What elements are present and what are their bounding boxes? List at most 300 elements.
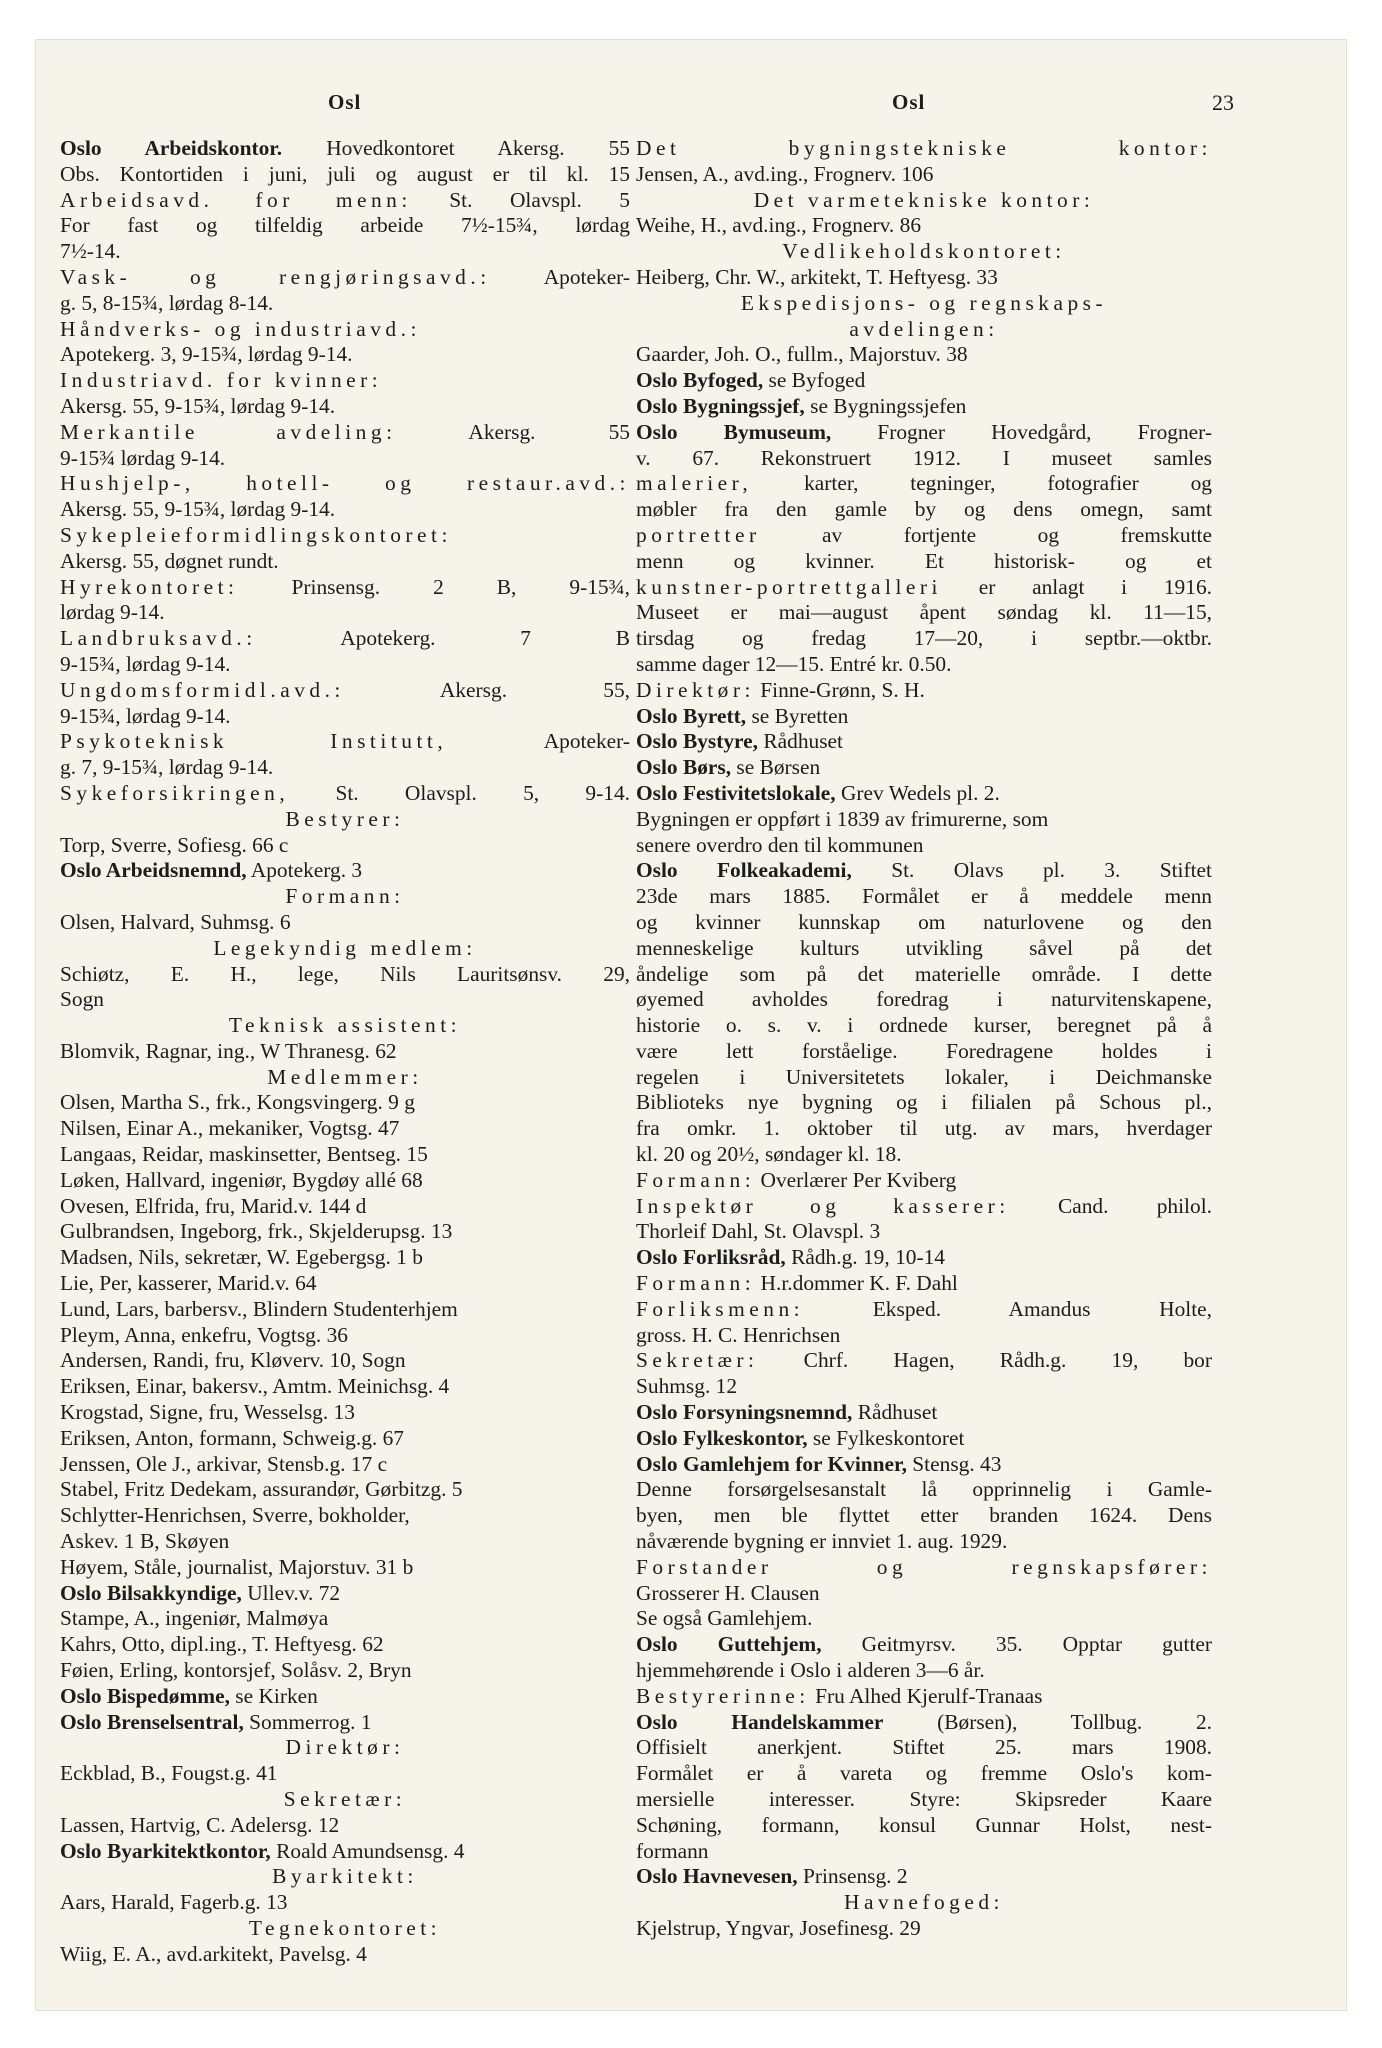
text-line <box>636 394 1212 420</box>
spaced-label: Teknisk assistent: <box>228 1013 462 1038</box>
text-line <box>636 962 1212 988</box>
line-text: Rådhuset <box>758 729 843 754</box>
text-line <box>636 652 1212 678</box>
text-line <box>636 807 1212 833</box>
line-text: Thorleif Dahl, St. Olavspl. 3 <box>636 1219 881 1244</box>
line-text: Weihe, H., avd.ing., Frognerv. 86 <box>636 213 922 238</box>
entry-heading: Oslo Arbeidsnemnd, <box>60 858 247 883</box>
line-text: Torp, Sverre, Sofiesg. 66 c <box>60 832 289 857</box>
line-text: Krogstad, Signe, fru, Wesselsg. 13 <box>60 1400 355 1425</box>
spaced-label: kunstner-portrettgalleri <box>636 574 942 599</box>
text-line <box>60 523 630 549</box>
text-line <box>60 1555 630 1581</box>
text-line <box>60 1142 630 1168</box>
spaced-label: Vedlikeholdskontoret: <box>782 239 1066 264</box>
text-line <box>636 1065 1212 1091</box>
line-text: se Fylkeskontoret <box>807 1425 965 1450</box>
spaced-label: Ungdomsformidl.avd.: <box>60 677 345 702</box>
line-text: Heiberg, Chr. W., arkitekt, T. Heftyesg. 33 <box>636 264 998 289</box>
spaced-label: Formann: <box>285 884 405 909</box>
line-text: øyemed avholdes foredrag i naturvitenskapene, <box>636 987 1212 1012</box>
text-line <box>60 1452 630 1478</box>
line-text: Eriksen, Einar, bakersv., Amtm. Meinichsg. 4 <box>60 1374 450 1399</box>
text-line <box>60 1864 630 1890</box>
spaced-label: Landbruksavd.: <box>60 626 257 651</box>
text-line <box>636 1503 1212 1529</box>
line-text: Askev. 1 B, Skøyen <box>60 1529 230 1554</box>
text-line <box>636 1787 1212 1813</box>
line-text: Ovesen, Elfrida, fru, Marid.v. 144 d <box>60 1193 367 1218</box>
line-text: 23de mars 1885. Formålet er å meddele menn <box>636 884 1212 909</box>
text-line <box>636 239 1212 265</box>
text-line <box>636 884 1212 910</box>
entry-heading: Oslo Bymuseum, <box>636 419 832 444</box>
line-text: St. Olavspl. 5 <box>411 187 630 212</box>
line-text: Ullev.v. 72 <box>241 1580 341 1605</box>
line-text: Aars, Harald, Fagerb.g. 13 <box>60 1890 288 1915</box>
text-line <box>636 1090 1212 1116</box>
text-line <box>636 1219 1212 1245</box>
text-line <box>636 1864 1212 1890</box>
text-line <box>60 1529 630 1555</box>
text-line <box>60 1761 630 1787</box>
line-text: Roald Amundsensg. 4 <box>270 1838 465 1863</box>
text-line <box>636 729 1212 755</box>
entry-heading: Oslo Byarkitektkontor, <box>60 1838 271 1863</box>
spaced-label: Vask- og rengjøringsavd.: <box>60 264 491 289</box>
line-text: byen, men ble flyttet etter branden 1624. Dens <box>636 1503 1212 1528</box>
entry-heading: Oslo Gamlehjem for Kvinner, <box>636 1451 907 1476</box>
spaced-label: Forstander og regnskapsfører: <box>636 1554 1212 1579</box>
text-line <box>60 987 630 1013</box>
text-line <box>60 239 630 265</box>
spaced-label: Formann: <box>636 1271 756 1296</box>
text-line <box>60 1658 630 1684</box>
text-line <box>60 1013 630 1039</box>
text-line <box>60 1194 630 1220</box>
line-text: Jensen, A., avd.ing., Frognerv. 106 <box>636 161 934 186</box>
text-line <box>60 936 630 962</box>
text-line <box>60 1632 630 1658</box>
line-text: se Børsen <box>731 755 821 780</box>
line-text: er anlagt i 1916. <box>941 574 1212 599</box>
entry-heading: Oslo Forliksråd, <box>636 1245 786 1270</box>
line-text: g. 7, 9-15¾, lørdag 9-14. <box>60 755 274 780</box>
text-line <box>636 1116 1212 1142</box>
text-line <box>60 1942 630 1968</box>
line-text: Overlærer Per Kviberg <box>755 1167 957 1192</box>
spaced-label: portretter <box>636 522 761 547</box>
text-line <box>636 833 1212 859</box>
line-text: hjemmehørende i Oslo i alderen 3—6 år. <box>636 1658 985 1683</box>
spaced-label: Sykeforsikringen, <box>60 780 290 805</box>
line-text: Offisielt anerkjent. Stiftet 25. mars 1908. <box>636 1735 1212 1760</box>
line-text: av fortjente og fremskutte <box>760 522 1212 547</box>
text-line <box>636 368 1212 394</box>
spaced-label: Bestyrerinne: <box>636 1683 810 1708</box>
text-line <box>60 1219 630 1245</box>
line-text: Madsen, Nils, sekretær, W. Egebergsg. 1 b <box>60 1245 423 1270</box>
running-header-left: Osl <box>328 90 362 114</box>
text-line <box>636 1245 1212 1271</box>
entry-heading: Oslo Byfoged, <box>636 368 764 393</box>
text-line <box>636 1555 1212 1581</box>
line-text: Akersg. 55, <box>344 677 630 702</box>
text-line <box>636 1271 1212 1297</box>
text-line <box>60 600 630 626</box>
line-text: Høyem, Ståle, journalist, Majorstuv. 31 b <box>60 1554 414 1579</box>
line-text: Akersg. 55, døgnet rundt. <box>60 548 279 573</box>
spaced-label: Merkantile avdeling: <box>60 419 397 444</box>
text-line <box>636 1813 1212 1839</box>
line-text: 9-15¾, lørdag 9-14. <box>60 651 231 676</box>
text-line <box>60 1039 630 1065</box>
spaced-label: Psykoteknisk Institutt, <box>60 729 448 754</box>
entry-heading: Oslo Børs, <box>636 755 732 780</box>
text-line <box>636 1323 1212 1349</box>
line-text: Schlytter-Henrichsen, Sverre, bokholder, <box>60 1503 410 1528</box>
spaced-label: Arbeidsavd. for menn: <box>60 187 412 212</box>
text-line <box>60 342 630 368</box>
line-text: Akersg. 55, 9-15¾, lørdag 9-14. <box>60 497 336 522</box>
text-line <box>60 368 630 394</box>
spaced-label: Sekretær: <box>636 1348 759 1373</box>
line-text: 7½-14. <box>60 239 121 264</box>
spaced-label: Forliksmenn: <box>636 1296 805 1321</box>
text-line <box>636 1761 1212 1787</box>
line-text: Apoteker- <box>490 264 630 289</box>
text-line <box>636 1632 1212 1658</box>
line-text: Stensg. 43 <box>906 1451 1002 1476</box>
line-text: Apotekerg. 3, 9-15¾, lørdag 9-14. <box>60 342 353 367</box>
line-text: Blomvik, Ragnar, ing., W Thranesg. 62 <box>60 1038 397 1063</box>
text-line <box>636 1348 1212 1374</box>
text-line <box>60 833 630 859</box>
text-line <box>60 1916 630 1942</box>
text-line <box>60 1813 630 1839</box>
text-line <box>60 678 630 704</box>
text-line <box>636 1710 1212 1736</box>
text-line <box>636 291 1212 317</box>
line-text: Olsen, Martha S., frk., Kongsvingerg. 9 g <box>60 1090 415 1115</box>
line-text: Apoteker- <box>447 729 630 754</box>
line-text: g. 5, 8-15¾, lørdag 8-14. <box>60 290 274 315</box>
text-line <box>636 446 1212 472</box>
spaced-label: Medlemmer: <box>267 1064 423 1089</box>
line-text: Hovedkontoret Akersg. 55 <box>282 136 630 160</box>
text-line <box>60 549 630 575</box>
line-text: Akersg. 55 <box>396 419 630 444</box>
line-text: menn og kvinner. Et historisk- og et <box>636 548 1212 573</box>
line-text: St. Olavspl. 5, 9-14. <box>289 780 630 805</box>
text-line <box>636 755 1212 781</box>
text-line <box>636 497 1212 523</box>
text-line <box>636 1684 1212 1710</box>
line-text: For fast og tilfeldig arbeide 7½-15¾, lørdag <box>60 213 630 238</box>
text-line <box>60 1684 630 1710</box>
text-line <box>60 1168 630 1194</box>
line-text: 9-15¾ lørdag 9-14. <box>60 445 226 470</box>
line-text: regelen i Universitetets lokaler, i Deichmanske <box>636 1064 1212 1089</box>
line-text: Lund, Lars, barbersv., Blindern Studenterhjem <box>60 1296 458 1321</box>
text-line <box>636 136 1212 162</box>
spaced-label: Håndverks- og industriavd.: <box>60 316 421 341</box>
line-text: H.r.dommer K. F. Dahl <box>755 1271 958 1296</box>
line-text: Stampe, A., ingeniør, Malmøya <box>60 1606 329 1631</box>
text-line <box>636 678 1212 704</box>
line-text: Lie, Per, kasserer, Marid.v. 64 <box>60 1271 317 1296</box>
text-line <box>60 704 630 730</box>
line-text: se Kirken <box>229 1683 318 1708</box>
entry-heading: Oslo Bispedømme, <box>60 1683 230 1708</box>
text-line <box>60 446 630 472</box>
text-line <box>60 162 630 188</box>
line-text: gross. H. C. Henrichsen <box>636 1322 841 1347</box>
text-line <box>636 1581 1212 1607</box>
text-line <box>636 549 1212 575</box>
text-line <box>60 1400 630 1426</box>
text-line <box>636 1194 1212 1220</box>
line-text: Akersg. 55, 9-15¾, lørdag 9-14. <box>60 393 336 418</box>
text-line <box>60 626 630 652</box>
text-line <box>60 1503 630 1529</box>
text-line <box>636 1529 1212 1555</box>
text-line <box>60 1890 630 1916</box>
line-text: Apotekerg. 7 B <box>256 626 630 651</box>
line-text: Schøning, formann, konsul Gunnar Holst, nest- <box>636 1812 1212 1837</box>
spaced-label: Bestyrer: <box>285 806 405 831</box>
line-text: se Byfoged <box>763 368 866 393</box>
text-line <box>636 626 1212 652</box>
spaced-label: Ekspedisjons- og regnskaps- <box>740 290 1108 315</box>
line-text: møbler fra den gamle by og dens omegn, samt <box>636 497 1212 522</box>
text-line <box>636 1297 1212 1323</box>
line-text: menneskelige kulturs utvikling såvel på det <box>636 935 1212 960</box>
text-line <box>636 317 1212 343</box>
line-text: Nilsen, Einar A., mekaniker, Vogtsg. 47 <box>60 1116 400 1141</box>
line-text: Løken, Hallvard, ingeniør, Bygdøy allé 68 <box>60 1167 423 1192</box>
spaced-label: malerier, <box>636 471 753 496</box>
line-text: Stabel, Fritz Dedekam, assurandør, Gørbitzg. 5 <box>60 1477 463 1502</box>
spaced-label: avdelingen: <box>849 316 999 341</box>
entry-heading: Oslo Fylkeskontor, <box>636 1425 808 1450</box>
line-text: formann <box>636 1838 709 1863</box>
text-line <box>60 962 630 988</box>
line-text: Sogn <box>60 987 104 1012</box>
line-text: tirsdag og fredag 17—20, i septbr.—oktbr. <box>636 626 1212 651</box>
line-text: Museet er mai—august åpent søndag kl. 11—15, <box>636 600 1212 625</box>
line-text: mersielle interesser. Styre: Skipsreder Kaare <box>636 1787 1212 1811</box>
text-line <box>636 1452 1212 1478</box>
entry-heading: Oslo Bilsakkyndige, <box>60 1580 242 1605</box>
page-number: 23 <box>1212 90 1234 115</box>
entry-heading: Oslo Festivitetslokale, <box>636 780 836 805</box>
text-line <box>60 910 630 936</box>
text-line <box>636 1735 1212 1761</box>
line-text: Olsen, Halvard, Suhmsg. 6 <box>60 909 291 934</box>
text-line <box>60 1581 630 1607</box>
line-text: Sommerrog. 1 <box>243 1709 372 1734</box>
entry-heading: Oslo Arbeidskontor. <box>60 136 283 160</box>
entry-heading: Oslo Byrett, <box>636 703 747 728</box>
running-header-right: Osl <box>892 90 926 114</box>
line-text: se Byretten <box>746 703 849 728</box>
text-line <box>60 265 630 291</box>
line-text: være lett forståelige. Foredragene holdes i <box>636 1038 1212 1063</box>
text-line <box>60 1735 630 1761</box>
left-column <box>60 136 630 1968</box>
text-line <box>60 1839 630 1865</box>
text-line <box>60 1477 630 1503</box>
line-text: Suhmsg. 12 <box>636 1374 738 1399</box>
text-line <box>636 1400 1212 1426</box>
text-line <box>636 265 1212 291</box>
text-line <box>60 188 630 214</box>
spaced-label: Direktør: <box>285 1735 405 1760</box>
text-line <box>636 420 1212 446</box>
spaced-label: Havnefoged: <box>844 1890 1004 1915</box>
text-line <box>636 936 1212 962</box>
line-text: Bygningen er oppført i 1839 av frimurerne, som <box>636 806 1049 831</box>
spaced-label: Formann: <box>636 1167 756 1192</box>
line-text: (Børsen), Tollbug. 2. <box>883 1709 1212 1734</box>
text-line <box>636 1890 1212 1916</box>
line-text: Pleym, Anna, enkefru, Vogtsg. 36 <box>60 1322 348 1347</box>
spaced-label: Tegnekontoret: <box>248 1915 442 1940</box>
text-line <box>636 1916 1212 1942</box>
text-line <box>60 755 630 781</box>
text-line <box>60 1426 630 1452</box>
text-line <box>636 342 1212 368</box>
line-text: Grev Wedels pl. 2. <box>835 780 1000 805</box>
line-text: Frogner Hovedgård, Frogner- <box>831 419 1212 444</box>
line-text: se Bygningssjefen <box>804 393 967 418</box>
text-line <box>636 575 1212 601</box>
text-line <box>636 1168 1212 1194</box>
line-text: kl. 20 og 20½, søndager kl. 18. <box>636 1142 902 1167</box>
text-line <box>636 162 1212 188</box>
text-line <box>60 1374 630 1400</box>
line-text: Wiig, E. A., avd.arkitekt, Pavelsg. 4 <box>60 1941 367 1966</box>
line-text: St. Olavs pl. 3. Stiftet <box>851 858 1212 883</box>
text-line <box>60 291 630 317</box>
line-text: Eksped. Amandus Holte, <box>804 1296 1212 1321</box>
spaced-label: Industriavd. for kvinner: <box>60 368 383 393</box>
text-line <box>636 471 1212 497</box>
text-line <box>636 1606 1212 1632</box>
line-text: Se også Gamlehjem. <box>636 1606 813 1631</box>
text-line <box>60 394 630 420</box>
text-line <box>636 1658 1212 1684</box>
line-text: Cand. philol. <box>1009 1193 1212 1218</box>
line-text: Biblioteks nye bygning og i filialen på Schous pl., <box>636 1090 1212 1115</box>
entry-heading: Oslo Brenselsentral, <box>60 1709 244 1734</box>
text-line <box>60 858 630 884</box>
text-line <box>60 575 630 601</box>
text-line <box>636 213 1212 239</box>
text-line <box>636 1839 1212 1865</box>
entry-heading: Oslo Bygningssjef, <box>636 393 805 418</box>
line-text: Prinsensg. 2 <box>797 1864 908 1889</box>
spaced-label: Det bygningstekniske kontor: <box>636 136 1212 160</box>
text-line <box>636 1374 1212 1400</box>
text-line <box>60 1065 630 1091</box>
text-line <box>60 807 630 833</box>
text-line <box>636 600 1212 626</box>
text-line <box>60 1606 630 1632</box>
entry-heading: Oslo Handelskammer <box>636 1709 884 1734</box>
text-line <box>60 317 630 343</box>
text-line <box>636 1013 1212 1039</box>
document-page <box>36 40 1346 2010</box>
text-line <box>60 1323 630 1349</box>
text-line <box>60 213 630 239</box>
text-line <box>60 1090 630 1116</box>
text-line <box>60 729 630 755</box>
line-text: nåværende bygning er innviet 1. aug. 1929. <box>636 1529 1008 1554</box>
text-line <box>60 1245 630 1271</box>
spaced-label: Det varmetekniske kontor: <box>753 187 1095 212</box>
text-line <box>636 858 1212 884</box>
text-line <box>60 1297 630 1323</box>
line-text: v. 67. Rekonstruert 1912. I museet samles <box>636 445 1212 470</box>
line-text: Prinsensg. 2 B, 9-15¾, <box>238 574 630 599</box>
entry-heading: Oslo Folkeakademi, <box>636 858 852 883</box>
line-text: Føien, Erling, kontorsjef, Solåsv. 2, Bryn <box>60 1658 412 1683</box>
text-line <box>60 136 630 162</box>
line-text: Rådh.g. 19, 10-14 <box>785 1245 945 1270</box>
line-text: og kvinner kunnskap om naturlovene og den <box>636 909 1212 934</box>
line-text: Langaas, Reidar, maskinsetter, Bentseg. 15 <box>60 1142 428 1167</box>
line-text: åndelige som på det materielle område. I dette <box>636 961 1212 986</box>
line-text: lørdag 9-14. <box>60 600 165 625</box>
text-line <box>60 497 630 523</box>
line-text: Lassen, Hartvig, C. Adelersg. 12 <box>60 1812 340 1837</box>
line-text: Jenssen, Ole J., arkivar, Stensb.g. 17 c <box>60 1451 388 1476</box>
entry-heading: Oslo Havnevesen, <box>636 1864 798 1889</box>
entry-heading: Oslo Forsyningsnemnd, <box>636 1400 853 1425</box>
line-text: historie o. s. v. i ordnede kurser, beregnet på å <box>636 1013 1212 1038</box>
spaced-label: Byarkitekt: <box>272 1864 418 1889</box>
line-text: Eriksen, Anton, formann, Schweig.g. 67 <box>60 1425 404 1450</box>
text-line <box>636 910 1212 936</box>
spaced-label: Sykepleieformidlingskontoret: <box>60 522 452 547</box>
line-text: senere overdro den til kommunen <box>636 832 924 857</box>
text-line <box>636 1039 1212 1065</box>
line-text: Rådhuset <box>852 1400 938 1425</box>
text-line <box>60 471 630 497</box>
spaced-label: Legekyndig medlem: <box>213 935 477 960</box>
line-text: Andersen, Randi, fru, Kløverv. 10, Sogn <box>60 1348 406 1373</box>
text-line <box>636 704 1212 730</box>
text-line <box>636 781 1212 807</box>
entry-heading: Oslo Bystyre, <box>636 729 759 754</box>
line-text: Denne forsørgelsesanstalt lå opprinnelig i Gamle- <box>636 1477 1212 1502</box>
spaced-label: Hyrekontoret: <box>60 574 239 599</box>
line-text: samme dager 12—15. Entré kr. 0.50. <box>636 651 952 676</box>
text-line <box>60 652 630 678</box>
text-line <box>636 1142 1212 1168</box>
spaced-label: Direktør: <box>636 677 755 702</box>
line-text: Apotekerg. 3 <box>246 858 363 883</box>
spaced-label: Inspektør og kasserer: <box>636 1193 1010 1218</box>
text-line <box>60 1116 630 1142</box>
spaced-label: Hushjelp-, hotell- og restaur.avd.: <box>60 471 630 496</box>
entry-heading: Oslo Guttehjem, <box>636 1632 822 1657</box>
right-column <box>636 136 1212 1942</box>
line-text: Formålet er å vareta og fremme Oslo's kom- <box>636 1761 1212 1786</box>
line-text: Schiøtz, E. H., lege, Nils Lauritsønsv. 29, <box>60 961 630 986</box>
